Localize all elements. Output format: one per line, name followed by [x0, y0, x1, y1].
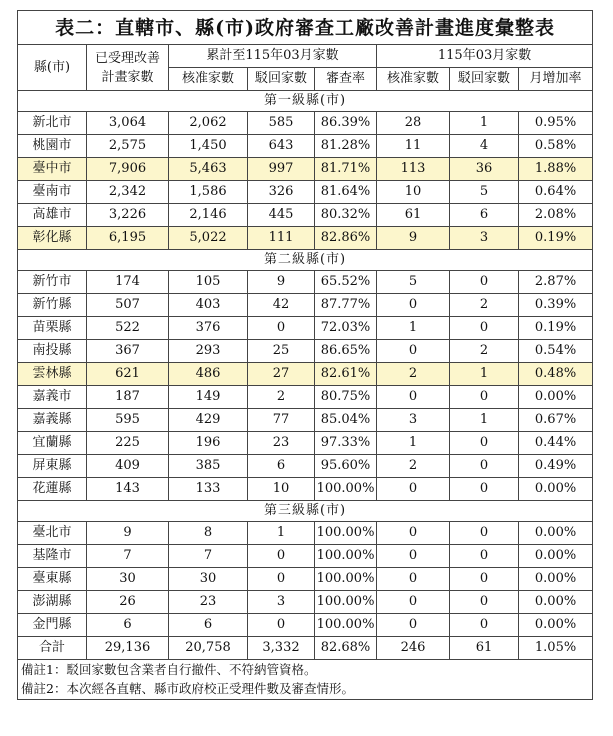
- note-line: 備註2：本次經各直轄、縣市政府校正受理件數及審查情形。: [21, 681, 354, 696]
- cell-monthly-rejected: 0: [450, 317, 519, 340]
- cell-accepted: 6: [87, 614, 169, 637]
- cell-city: 澎湖縣: [18, 591, 87, 614]
- cell-accepted: 187: [87, 386, 169, 409]
- cell-monthly-increase: 0.19%: [519, 227, 593, 250]
- cell-city: 嘉義縣: [18, 409, 87, 432]
- table-row: [18, 340, 593, 363]
- cell-review-rate: 100.00%: [315, 614, 377, 637]
- cell-city: 彰化縣: [18, 227, 87, 250]
- cell-city: 臺北市: [18, 522, 87, 545]
- cell-approved: 376: [169, 317, 248, 340]
- cell-monthly-approved: 0: [377, 545, 450, 568]
- cell-monthly-increase: 0.00%: [519, 614, 593, 637]
- cell-monthly-increase: 0.58%: [519, 135, 593, 158]
- section-label: 第二級縣(市): [18, 250, 593, 271]
- cell-review-rate: 86.39%: [315, 112, 377, 135]
- cell-accepted: 522: [87, 317, 169, 340]
- cell-monthly-rejected: 0: [450, 271, 519, 294]
- cell-city: 屏東縣: [18, 455, 87, 478]
- table-row: [18, 294, 593, 317]
- cell-accepted: 507: [87, 294, 169, 317]
- cell-rejected: 643: [248, 135, 315, 158]
- cell-monthly-increase: 0.64%: [519, 181, 593, 204]
- cell-rejected: 3: [248, 591, 315, 614]
- cell-monthly-rejected: 0: [450, 591, 519, 614]
- table-row: [18, 568, 593, 591]
- cell-rejected: 77: [248, 409, 315, 432]
- cell-rejected: 0: [248, 317, 315, 340]
- table-title: 表二：直轄市、縣(市)政府審查工廠改善計畫進度彙整表: [18, 11, 593, 45]
- header-accepted: [87, 45, 169, 91]
- table-row: [18, 591, 593, 614]
- note-line: 備註1：駁回家數包含業者自行撤件、不符納管資格。: [21, 662, 317, 677]
- cell-monthly-approved: 1: [377, 432, 450, 455]
- total-cell-monthly-increase: 1.05%: [519, 637, 593, 660]
- cell-monthly-approved: 113: [377, 158, 450, 181]
- cell-monthly-rejected: 0: [450, 614, 519, 637]
- cell-approved: 30: [169, 568, 248, 591]
- header-cumulative-group: 累計至115年03月家數: [169, 45, 377, 68]
- table-row: [18, 158, 593, 181]
- total-cell-approved: 20,758: [169, 637, 248, 660]
- table-row: [18, 432, 593, 455]
- cell-review-rate: 97.33%: [315, 432, 377, 455]
- cell-monthly-rejected: 1: [450, 409, 519, 432]
- table-row: [18, 614, 593, 637]
- cell-monthly-rejected: 5: [450, 181, 519, 204]
- total-cell-monthly-approved: 246: [377, 637, 450, 660]
- cell-review-rate: 95.60%: [315, 455, 377, 478]
- section-row: [18, 250, 593, 271]
- cell-monthly-rejected: 0: [450, 478, 519, 501]
- cell-city: 新北市: [18, 112, 87, 135]
- cell-city: 雲林縣: [18, 363, 87, 386]
- cell-approved: 5,463: [169, 158, 248, 181]
- cell-approved: 149: [169, 386, 248, 409]
- cell-monthly-approved: 28: [377, 112, 450, 135]
- cell-review-rate: 81.64%: [315, 181, 377, 204]
- cell-rejected: 997: [248, 158, 315, 181]
- cell-monthly-approved: 0: [377, 386, 450, 409]
- cell-monthly-approved: 10: [377, 181, 450, 204]
- notes-row: [18, 660, 593, 700]
- cell-monthly-rejected: 0: [450, 545, 519, 568]
- section-label: 第一級縣(市): [18, 91, 593, 112]
- table-row: [18, 271, 593, 294]
- cell-city: 金門縣: [18, 614, 87, 637]
- cell-monthly-increase: 0.39%: [519, 294, 593, 317]
- cell-review-rate: 72.03%: [315, 317, 377, 340]
- cell-approved: 293: [169, 340, 248, 363]
- cell-monthly-increase: 0.19%: [519, 317, 593, 340]
- total-cell-city: 合計: [18, 637, 87, 660]
- cell-monthly-rejected: 0: [450, 568, 519, 591]
- cell-approved: 429: [169, 409, 248, 432]
- cell-accepted: 7,906: [87, 158, 169, 181]
- cell-city: 臺東縣: [18, 568, 87, 591]
- cell-monthly-rejected: 1: [450, 363, 519, 386]
- cell-accepted: 3,064: [87, 112, 169, 135]
- cell-approved: 196: [169, 432, 248, 455]
- cell-monthly-rejected: 4: [450, 135, 519, 158]
- cell-monthly-rejected: 0: [450, 432, 519, 455]
- cell-approved: 133: [169, 478, 248, 501]
- cell-review-rate: 100.00%: [315, 478, 377, 501]
- cell-approved: 23: [169, 591, 248, 614]
- cell-review-rate: 85.04%: [315, 409, 377, 432]
- cell-monthly-increase: 0.67%: [519, 409, 593, 432]
- cell-monthly-approved: 9: [377, 227, 450, 250]
- cell-monthly-increase: 0.00%: [519, 478, 593, 501]
- cell-review-rate: 81.28%: [315, 135, 377, 158]
- cell-accepted: 6,195: [87, 227, 169, 250]
- header-rejected: 駁回家數: [248, 68, 315, 91]
- cell-monthly-approved: 5: [377, 271, 450, 294]
- section-row: [18, 91, 593, 112]
- cell-monthly-approved: 2: [377, 363, 450, 386]
- cell-review-rate: 65.52%: [315, 271, 377, 294]
- cell-accepted: 174: [87, 271, 169, 294]
- cell-accepted: 621: [87, 363, 169, 386]
- cell-monthly-approved: 0: [377, 478, 450, 501]
- table-row: [18, 363, 593, 386]
- cell-rejected: 6: [248, 455, 315, 478]
- cell-monthly-rejected: 0: [450, 522, 519, 545]
- cell-accepted: 30: [87, 568, 169, 591]
- total-cell-rejected: 3,332: [248, 637, 315, 660]
- cell-rejected: 25: [248, 340, 315, 363]
- cell-approved: 1,450: [169, 135, 248, 158]
- cell-review-rate: 82.61%: [315, 363, 377, 386]
- header-accepted-line2: 計畫家數: [101, 69, 154, 85]
- cell-monthly-increase: 0.44%: [519, 432, 593, 455]
- cell-monthly-rejected: 2: [450, 294, 519, 317]
- cell-monthly-increase: 0.49%: [519, 455, 593, 478]
- cell-monthly-increase: 0.48%: [519, 363, 593, 386]
- header-monthly-approved: 核准家數: [377, 68, 450, 91]
- cell-approved: 8: [169, 522, 248, 545]
- cell-approved: 2,062: [169, 112, 248, 135]
- header-monthly-group: 115年03月家數: [377, 45, 593, 68]
- notes-cell: [18, 660, 593, 700]
- cell-monthly-approved: 11: [377, 135, 450, 158]
- cell-approved: 6: [169, 614, 248, 637]
- cell-city: 臺南市: [18, 181, 87, 204]
- cell-approved: 2,146: [169, 204, 248, 227]
- cell-monthly-approved: 3: [377, 409, 450, 432]
- cell-city: 新竹縣: [18, 294, 87, 317]
- cell-city: 花蓮縣: [18, 478, 87, 501]
- header-city: 縣(市): [18, 45, 87, 91]
- cell-accepted: 367: [87, 340, 169, 363]
- cell-monthly-increase: 0.00%: [519, 591, 593, 614]
- cell-review-rate: 100.00%: [315, 545, 377, 568]
- cell-monthly-increase: 0.95%: [519, 112, 593, 135]
- cell-accepted: 409: [87, 455, 169, 478]
- header-accepted-line1: 已受理改善: [94, 50, 160, 66]
- cell-monthly-approved: 0: [377, 294, 450, 317]
- total-cell-accepted: 29,136: [87, 637, 169, 660]
- cell-accepted: 2,575: [87, 135, 169, 158]
- cell-rejected: 27: [248, 363, 315, 386]
- table-row: [18, 181, 593, 204]
- table-row: [18, 317, 593, 340]
- section-row: [18, 501, 593, 522]
- cell-city: 宜蘭縣: [18, 432, 87, 455]
- cell-review-rate: 82.86%: [315, 227, 377, 250]
- table-row: [18, 204, 593, 227]
- cell-rejected: 10: [248, 478, 315, 501]
- table-row: [18, 409, 593, 432]
- cell-city: 苗栗縣: [18, 317, 87, 340]
- report-sheet: [17, 10, 592, 700]
- cell-review-rate: 81.71%: [315, 158, 377, 181]
- table-row: [18, 135, 593, 158]
- cell-monthly-approved: 0: [377, 522, 450, 545]
- cell-monthly-increase: 0.00%: [519, 386, 593, 409]
- cell-monthly-rejected: 6: [450, 204, 519, 227]
- cell-monthly-increase: 0.00%: [519, 522, 593, 545]
- cell-monthly-approved: 0: [377, 340, 450, 363]
- cell-rejected: 1: [248, 522, 315, 545]
- cell-monthly-rejected: 0: [450, 455, 519, 478]
- cell-monthly-increase: 1.88%: [519, 158, 593, 181]
- cell-accepted: 595: [87, 409, 169, 432]
- cell-rejected: 0: [248, 614, 315, 637]
- cell-monthly-rejected: 36: [450, 158, 519, 181]
- cell-monthly-increase: 0.00%: [519, 568, 593, 591]
- cell-city: 新竹市: [18, 271, 87, 294]
- cell-review-rate: 100.00%: [315, 568, 377, 591]
- cell-rejected: 326: [248, 181, 315, 204]
- cell-accepted: 9: [87, 522, 169, 545]
- cell-review-rate: 86.65%: [315, 340, 377, 363]
- cell-monthly-approved: 61: [377, 204, 450, 227]
- cell-review-rate: 80.75%: [315, 386, 377, 409]
- cell-city: 高雄市: [18, 204, 87, 227]
- cell-monthly-approved: 2: [377, 455, 450, 478]
- cell-review-rate: 80.32%: [315, 204, 377, 227]
- cell-review-rate: 100.00%: [315, 591, 377, 614]
- cell-monthly-rejected: 2: [450, 340, 519, 363]
- section-label: 第三級縣(市): [18, 501, 593, 522]
- total-cell-review-rate: 82.68%: [315, 637, 377, 660]
- cell-approved: 105: [169, 271, 248, 294]
- cell-city: 臺中市: [18, 158, 87, 181]
- header-approved: 核准家數: [169, 68, 248, 91]
- cell-monthly-increase: 0.54%: [519, 340, 593, 363]
- cell-accepted: 225: [87, 432, 169, 455]
- header-monthly-rejected: 駁回家數: [450, 68, 519, 91]
- cell-rejected: 2: [248, 386, 315, 409]
- cell-monthly-approved: 1: [377, 317, 450, 340]
- cell-approved: 7: [169, 545, 248, 568]
- cell-monthly-approved: 0: [377, 591, 450, 614]
- cell-city: 桃園市: [18, 135, 87, 158]
- cell-rejected: 23: [248, 432, 315, 455]
- table-row: [18, 522, 593, 545]
- cell-rejected: 445: [248, 204, 315, 227]
- cell-approved: 385: [169, 455, 248, 478]
- table-row: [18, 478, 593, 501]
- cell-monthly-rejected: 1: [450, 112, 519, 135]
- cell-rejected: 9: [248, 271, 315, 294]
- cell-monthly-increase: 0.00%: [519, 545, 593, 568]
- cell-monthly-increase: 2.08%: [519, 204, 593, 227]
- cell-rejected: 0: [248, 545, 315, 568]
- cell-monthly-increase: 2.87%: [519, 271, 593, 294]
- progress-table: [17, 10, 593, 700]
- table-row: [18, 227, 593, 250]
- cell-approved: 1,586: [169, 181, 248, 204]
- cell-accepted: 7: [87, 545, 169, 568]
- cell-city: 嘉義市: [18, 386, 87, 409]
- cell-approved: 403: [169, 294, 248, 317]
- cell-accepted: 143: [87, 478, 169, 501]
- cell-monthly-approved: 0: [377, 568, 450, 591]
- table-row: [18, 455, 593, 478]
- cell-review-rate: 87.77%: [315, 294, 377, 317]
- cell-accepted: 3,226: [87, 204, 169, 227]
- cell-rejected: 0: [248, 568, 315, 591]
- header-monthly-increase: 月增加率: [519, 68, 593, 91]
- header-review-rate: 審查率: [315, 68, 377, 91]
- cell-review-rate: 100.00%: [315, 522, 377, 545]
- total-cell-monthly-rejected: 61: [450, 637, 519, 660]
- cell-rejected: 585: [248, 112, 315, 135]
- cell-monthly-approved: 0: [377, 614, 450, 637]
- total-row: [18, 637, 593, 660]
- cell-monthly-rejected: 3: [450, 227, 519, 250]
- cell-approved: 486: [169, 363, 248, 386]
- table-row: [18, 386, 593, 409]
- cell-city: 基隆市: [18, 545, 87, 568]
- cell-monthly-rejected: 0: [450, 386, 519, 409]
- cell-city: 南投縣: [18, 340, 87, 363]
- table-row: [18, 545, 593, 568]
- table-row: [18, 112, 593, 135]
- cell-approved: 5,022: [169, 227, 248, 250]
- cell-rejected: 42: [248, 294, 315, 317]
- cell-accepted: 26: [87, 591, 169, 614]
- cell-rejected: 111: [248, 227, 315, 250]
- cell-accepted: 2,342: [87, 181, 169, 204]
